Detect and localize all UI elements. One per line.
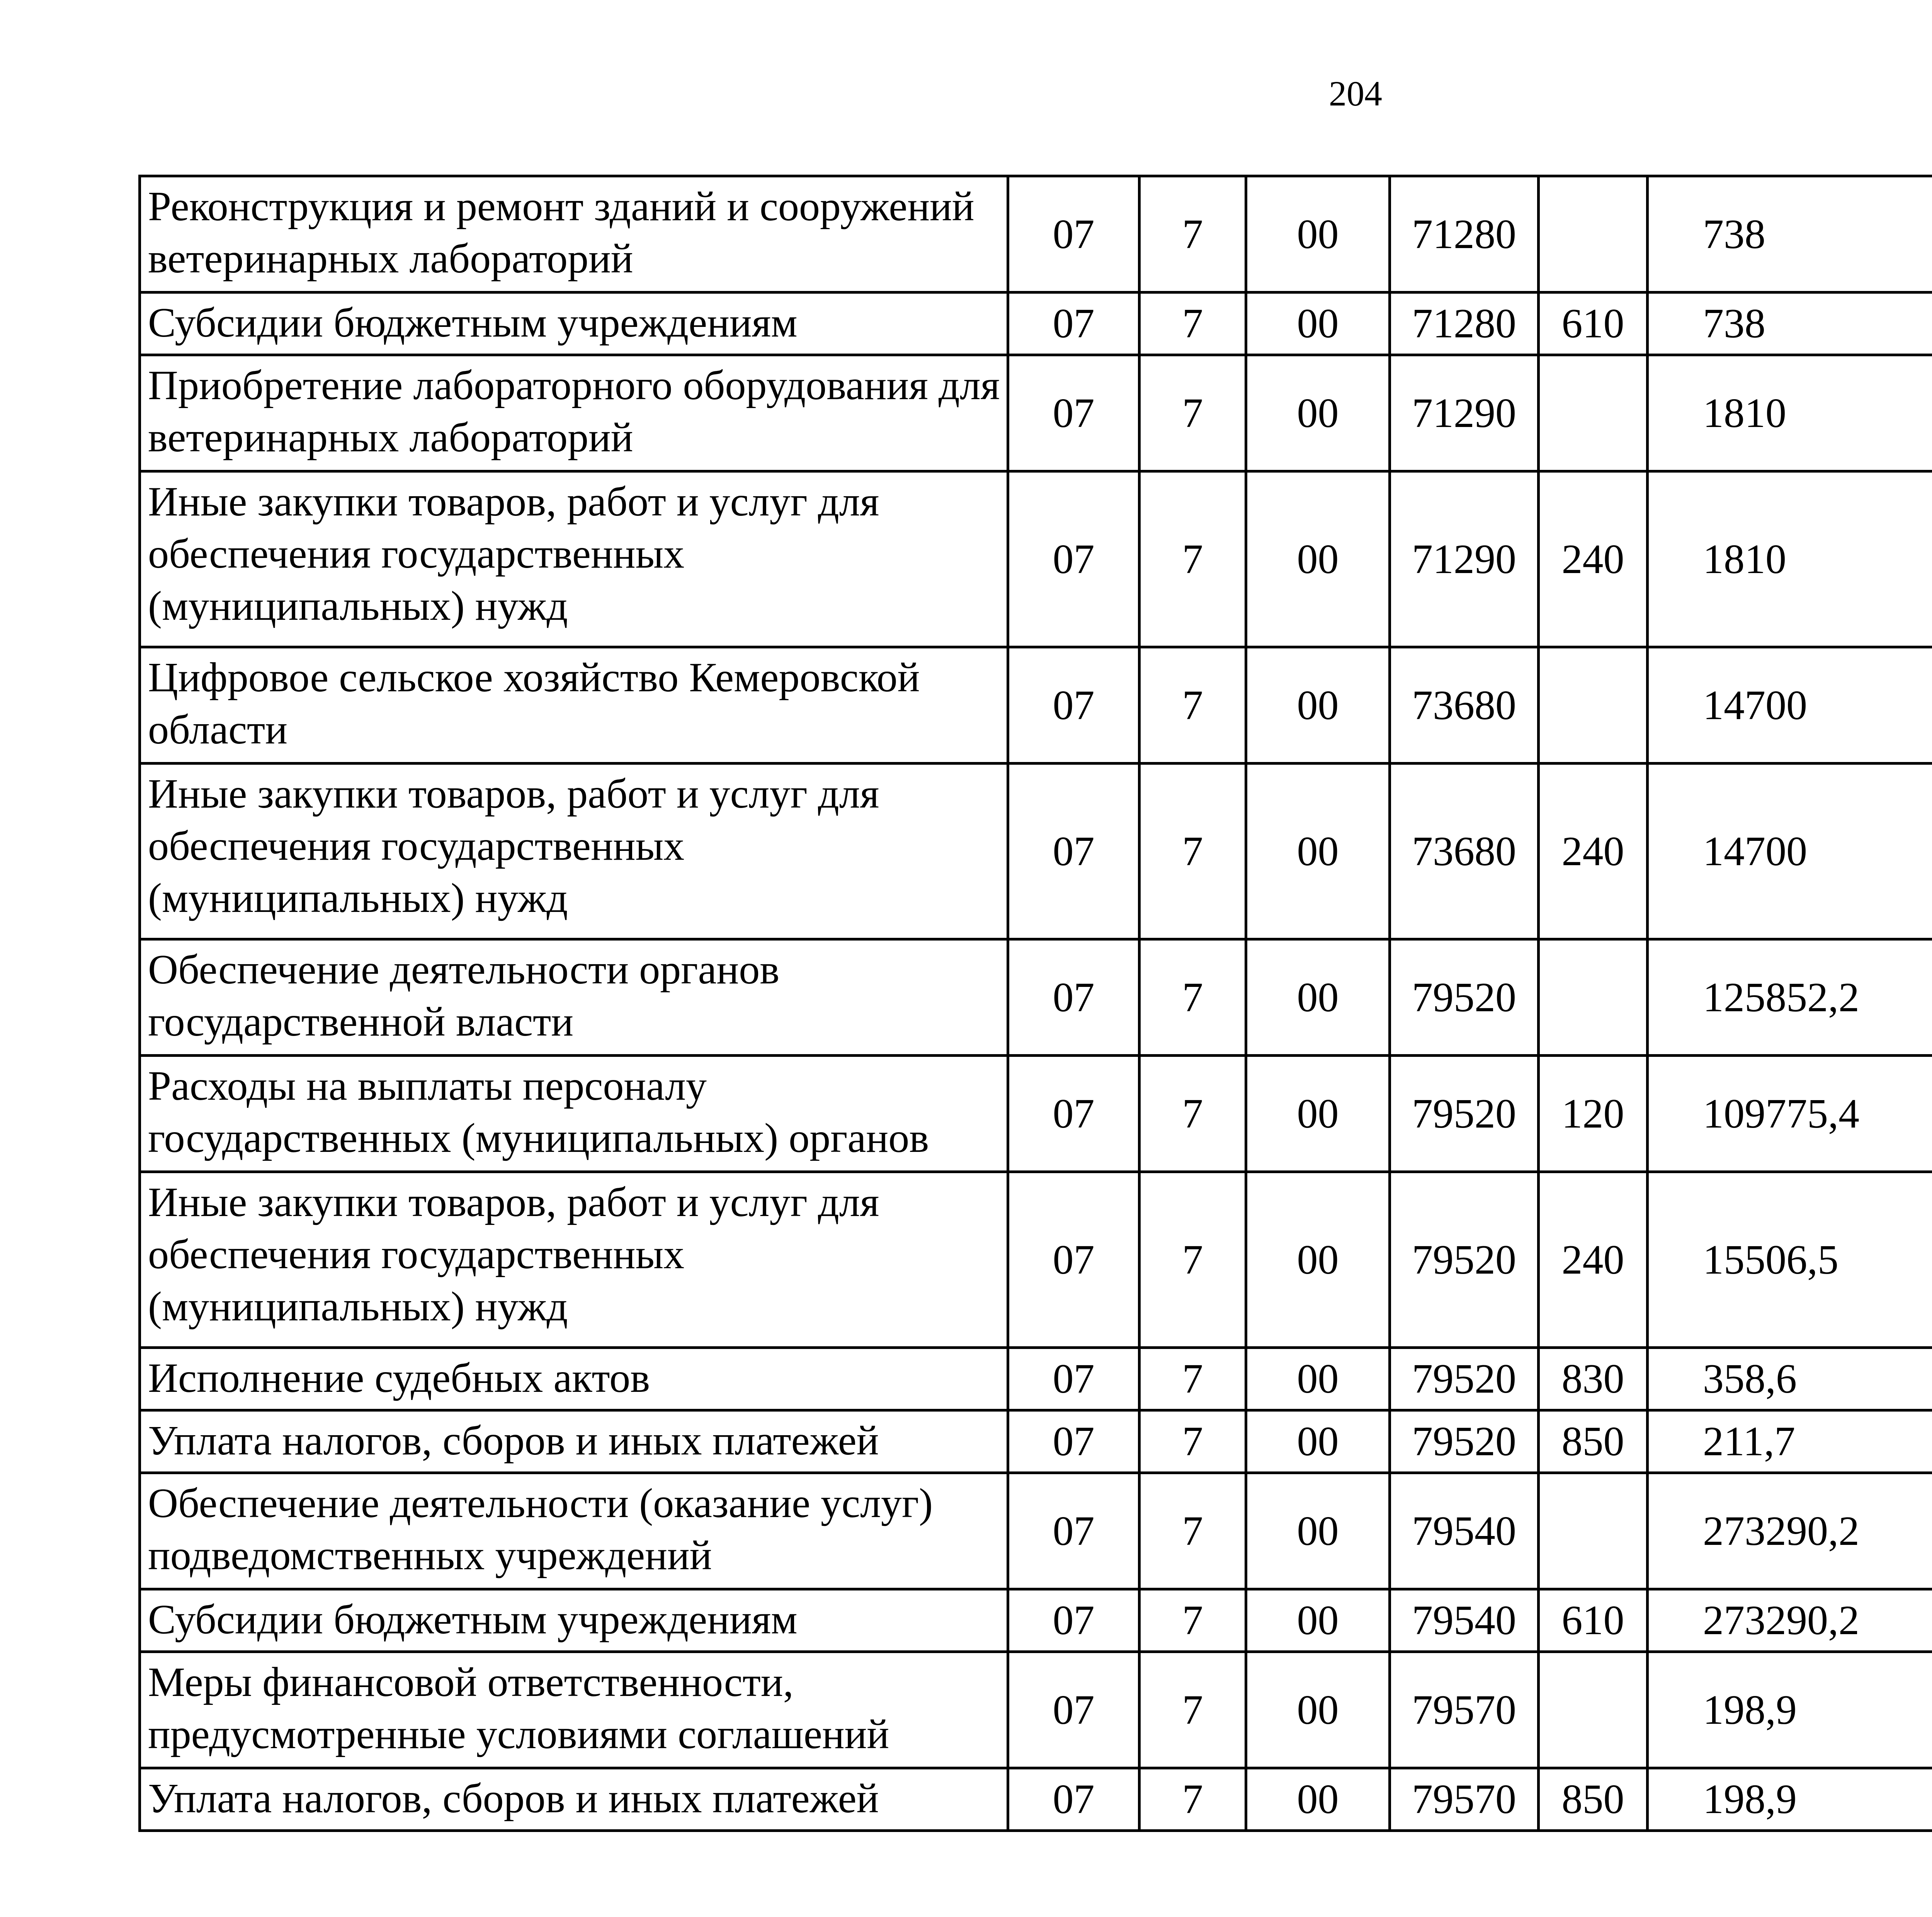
subprogram-code-cell: 00 [1246,1768,1390,1831]
expense-name-cell: Исполнение судебных актов [140,1348,1008,1410]
expense-type-cell: 610 [1539,1589,1648,1652]
expense-type-cell [1539,939,1648,1056]
amount-year1-cell: 14700 [1648,764,1932,939]
expense-name-cell: Иные закупки товаров, работ и услуг для обеспечения государственных (муниципальных) нужд [140,471,1008,647]
amount-year1-cell: 1810 [1648,355,1932,471]
section-code-cell: 07 [1008,1768,1139,1831]
expense-direction-cell: 71290 [1390,355,1539,471]
table-row [140,471,1932,647]
program-code-cell: 7 [1139,1652,1246,1768]
expense-type-cell: 120 [1539,1056,1648,1172]
table-row [140,1589,1932,1652]
table-row [140,939,1932,1056]
expense-name-cell: Уплата налогов, сборов и иных платежей [140,1410,1008,1473]
amount-year1-cell: 109775,4 [1648,1056,1932,1172]
expense-name-cell: Приобретение лабораторного оборудования для ветеринарных лабораторий [140,355,1008,471]
program-code-cell: 7 [1139,1589,1246,1652]
subprogram-code-cell: 00 [1246,1348,1390,1410]
expense-direction-cell: 73680 [1390,764,1539,939]
program-code-cell: 7 [1139,1172,1246,1348]
amount-year1-cell: 738 [1648,293,1932,355]
expense-name-cell: Субсидии бюджетным учреждениям [140,293,1008,355]
subprogram-code-cell: 00 [1246,176,1390,293]
amount-year1-cell: 15506,5 [1648,1172,1932,1348]
section-code-cell: 07 [1008,471,1139,647]
section-code-cell: 07 [1008,176,1139,293]
section-code-cell: 07 [1008,1652,1139,1768]
expense-type-cell: 850 [1539,1410,1648,1473]
expense-direction-cell: 79520 [1390,1056,1539,1172]
program-code-cell: 7 [1139,647,1246,764]
expense-type-cell [1539,1473,1648,1589]
subprogram-code-cell: 00 [1246,1473,1390,1589]
expense-type-cell [1539,1652,1648,1768]
amount-year1-cell: 198,9 [1648,1652,1932,1768]
program-code-cell: 7 [1139,1410,1246,1473]
expense-direction-cell: 71290 [1390,471,1539,647]
section-code-cell: 07 [1008,647,1139,764]
section-code-cell: 07 [1008,1348,1139,1410]
amount-year1-cell: 738 [1648,176,1932,293]
program-code-cell: 7 [1139,355,1246,471]
expense-type-cell: 240 [1539,764,1648,939]
amount-year1-cell: 273290,2 [1648,1589,1932,1652]
expense-type-cell: 240 [1539,471,1648,647]
subprogram-code-cell: 00 [1246,293,1390,355]
program-code-cell: 7 [1139,1473,1246,1589]
expense-direction-cell: 71280 [1390,293,1539,355]
table-row [140,176,1932,293]
subprogram-code-cell: 00 [1246,1056,1390,1172]
program-code-cell: 7 [1139,471,1246,647]
subprogram-code-cell: 00 [1246,355,1390,471]
section-code-cell: 07 [1008,293,1139,355]
expense-name-cell: Уплата налогов, сборов и иных платежей [140,1768,1008,1831]
table-row [140,1768,1932,1831]
expense-name-cell: Обеспечение деятельности (оказание услуг) подведомственных учреждений [140,1473,1008,1589]
table-row [140,764,1932,939]
section-code-cell: 07 [1008,764,1139,939]
subprogram-code-cell: 00 [1246,764,1390,939]
subprogram-code-cell: 00 [1246,939,1390,1056]
amount-year1-cell: 125852,2 [1648,939,1932,1056]
expense-direction-cell: 79570 [1390,1768,1539,1831]
subprogram-code-cell: 00 [1246,471,1390,647]
amount-year1-cell: 358,6 [1648,1348,1932,1410]
section-code-cell: 07 [1008,1172,1139,1348]
section-code-cell: 07 [1008,1473,1139,1589]
table-row [140,355,1932,471]
table-row [140,1348,1932,1410]
expense-direction-cell: 79540 [1390,1473,1539,1589]
subprogram-code-cell: 00 [1246,647,1390,764]
expense-type-cell: 850 [1539,1768,1648,1831]
program-code-cell: 7 [1139,1348,1246,1410]
section-code-cell: 07 [1008,355,1139,471]
section-code-cell: 07 [1008,1589,1139,1652]
expense-name-cell: Субсидии бюджетным учреждениям [140,1589,1008,1652]
table-row [140,293,1932,355]
expense-direction-cell: 73680 [1390,647,1539,764]
page-number: 204 [1329,74,1382,113]
table-row [140,1056,1932,1172]
table-row [140,1172,1932,1348]
expense-type-cell: 830 [1539,1348,1648,1410]
table-row [140,647,1932,764]
program-code-cell: 7 [1139,1768,1246,1831]
budget-table-body [140,176,1932,1831]
amount-year1-cell: 198,9 [1648,1768,1932,1831]
expense-name-cell: Цифровое сельское хозяйство Кемеровской области [140,647,1008,764]
expense-name-cell: Реконструкция и ремонт зданий и сооружений ветеринарных лабораторий [140,176,1008,293]
amount-year1-cell: 211,7 [1648,1410,1932,1473]
program-code-cell: 7 [1139,293,1246,355]
expense-name-cell: Обеспечение деятельности органов государственной власти [140,939,1008,1056]
expense-direction-cell: 71280 [1390,176,1539,293]
budget-table [138,175,1932,1832]
expense-direction-cell: 79540 [1390,1589,1539,1652]
expense-name-cell: Иные закупки товаров, работ и услуг для обеспечения государственных (муниципальных) нужд [140,764,1008,939]
program-code-cell: 7 [1139,1056,1246,1172]
table-row [140,1473,1932,1589]
section-code-cell: 07 [1008,1410,1139,1473]
expense-type-cell [1539,176,1648,293]
expense-type-cell: 610 [1539,293,1648,355]
program-code-cell: 7 [1139,176,1246,293]
expense-direction-cell: 79520 [1390,1410,1539,1473]
subprogram-code-cell: 00 [1246,1410,1390,1473]
expense-name-cell: Расходы на выплаты персоналу государственных (муниципальных) органов [140,1056,1008,1172]
program-code-cell: 7 [1139,764,1246,939]
expense-direction-cell: 79570 [1390,1652,1539,1768]
subprogram-code-cell: 00 [1246,1589,1390,1652]
expense-type-cell [1539,647,1648,764]
amount-year1-cell: 1810 [1648,471,1932,647]
expense-type-cell: 240 [1539,1172,1648,1348]
expense-direction-cell: 79520 [1390,1172,1539,1348]
expense-name-cell: Иные закупки товаров, работ и услуг для обеспечения государственных (муниципальных) нужд [140,1172,1008,1348]
table-row [140,1410,1932,1473]
expense-name-cell: Меры финансовой ответственности, предусмотренные условиями соглашений [140,1652,1008,1768]
expense-direction-cell: 79520 [1390,1348,1539,1410]
amount-year1-cell: 14700 [1648,647,1932,764]
section-code-cell: 07 [1008,939,1139,1056]
expense-type-cell [1539,355,1648,471]
subprogram-code-cell: 00 [1246,1172,1390,1348]
subprogram-code-cell: 00 [1246,1652,1390,1768]
section-code-cell: 07 [1008,1056,1139,1172]
amount-year1-cell: 273290,2 [1648,1473,1932,1589]
expense-direction-cell: 79520 [1390,939,1539,1056]
table-row [140,1652,1932,1768]
program-code-cell: 7 [1139,939,1246,1056]
